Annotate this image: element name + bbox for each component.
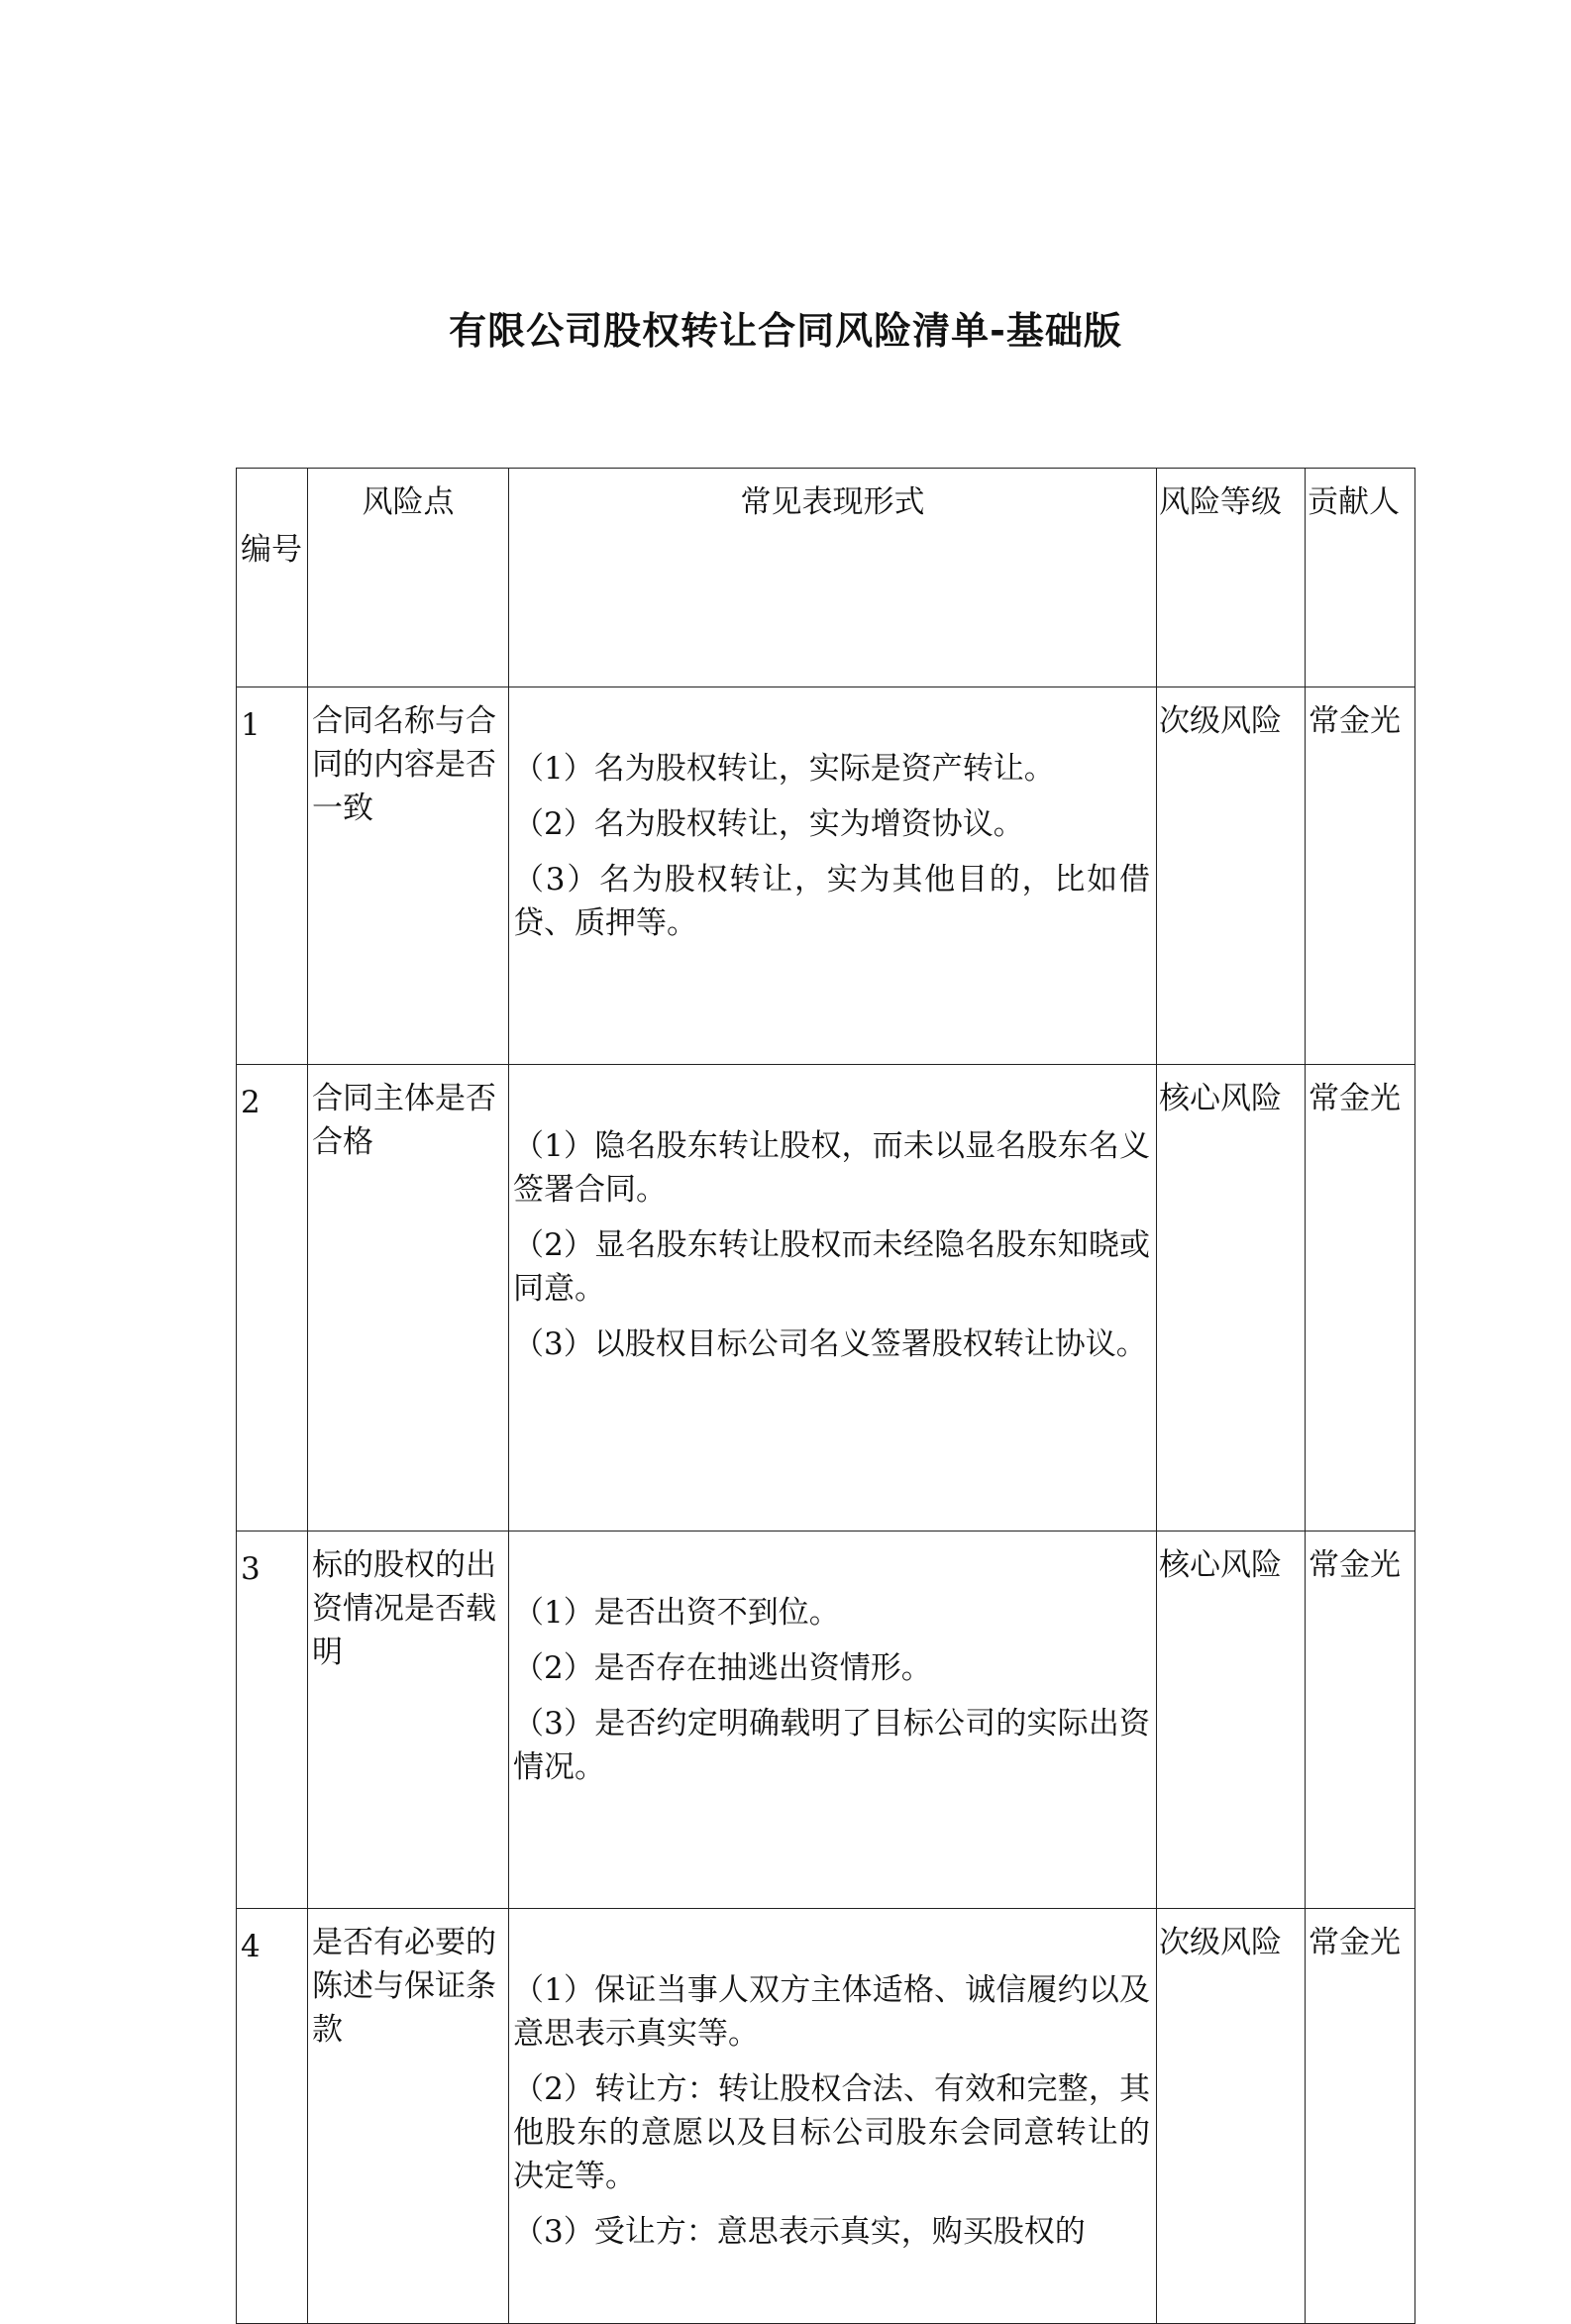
header-common-forms: 常见表现形式 — [509, 469, 1157, 687]
form-item: （1）隐名股东转让股权，而未以显名股东名义签署合同。 — [513, 1128, 1150, 1208]
row-risk-point: 标的股权的出资情况是否载明 — [308, 1532, 509, 1909]
table-row — [237, 1909, 1415, 2324]
row-id: 3 — [237, 1532, 308, 1909]
header-id: 编号 — [237, 469, 308, 687]
row-common-forms — [509, 1065, 1157, 1532]
row-risk-level: 次级风险 — [1157, 687, 1306, 1065]
form-item: （3）名为股权转让，实为其他目的，比如借贷、质押等。 — [513, 862, 1150, 941]
header-risk-level: 风险等级 — [1157, 469, 1306, 687]
row-contributor: 常金光 — [1306, 1532, 1415, 1909]
row-risk-point: 合同主体是否合格 — [308, 1065, 509, 1532]
form-item: （3）以股权目标公司名义签署股权转让协议。 — [513, 1326, 1147, 1362]
form-item: （2）显名股东转让股权而未经隐名股东知晓或同意。 — [513, 1227, 1150, 1307]
header-contributor: 贡献人 — [1306, 469, 1415, 687]
form-item: （1）保证当事人双方主体适格、诚信履约以及意思表示真实等。 — [513, 1972, 1150, 2052]
row-risk-level: 核心风险 — [1157, 1065, 1306, 1532]
form-item: （1）是否出资不到位。 — [513, 1595, 840, 1631]
document-title: 有限公司股权转让合同风险清单-基础版 — [449, 309, 1122, 353]
table-row — [237, 1065, 1415, 1532]
row-risk-point: 是否有必要的陈述与保证条款 — [308, 1909, 509, 2324]
row-id: 1 — [237, 687, 308, 1065]
form-item: （2）转让方：转让股权合法、有效和完整，其他股东的意愿以及目标公司股东会同意转让的决定等。 — [513, 2071, 1150, 2194]
table-header-row — [237, 469, 1415, 687]
table-row — [237, 1532, 1415, 1909]
row-contributor: 常金光 — [1306, 1065, 1415, 1532]
row-common-forms — [509, 1532, 1157, 1909]
form-item: （2）名为股权转让，实为增资协议。 — [513, 806, 1024, 842]
row-contributor: 常金光 — [1306, 1909, 1415, 2324]
row-risk-level: 核心风险 — [1157, 1532, 1306, 1909]
row-risk-level: 次级风险 — [1157, 1909, 1306, 2324]
form-item: （3）受让方：意思表示真实，购买股权的 — [513, 2214, 1086, 2250]
form-item: （3）是否约定明确载明了目标公司的实际出资情况。 — [513, 1706, 1150, 1785]
row-common-forms — [509, 687, 1157, 1065]
header-risk-point: 风险点 — [308, 469, 509, 687]
row-common-forms — [509, 1909, 1157, 2324]
form-item: （2）是否存在抽逃出资情形。 — [513, 1650, 932, 1686]
row-id: 4 — [237, 1909, 308, 2324]
table-row — [237, 687, 1415, 1065]
form-item: （1）名为股权转让，实际是资产转让。 — [513, 751, 1055, 787]
row-risk-point: 合同名称与合同的内容是否一致 — [308, 687, 509, 1065]
row-id: 2 — [237, 1065, 308, 1532]
row-contributor: 常金光 — [1306, 687, 1415, 1065]
risk-table — [236, 468, 1415, 2324]
